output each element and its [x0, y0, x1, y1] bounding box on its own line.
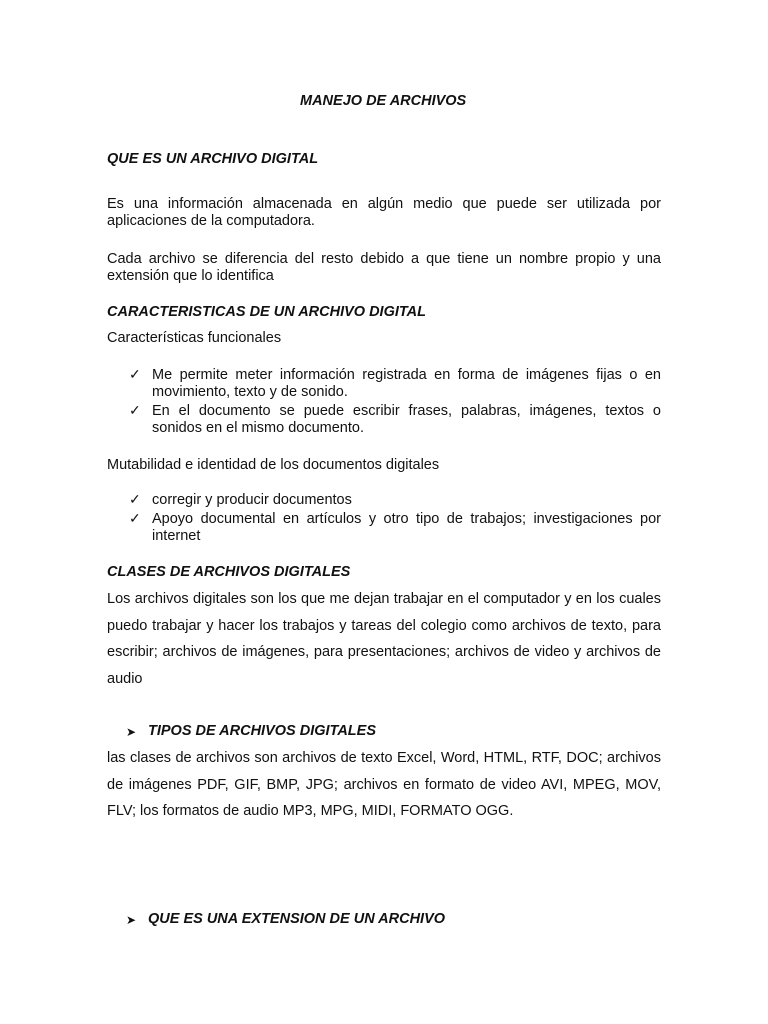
- page-title: MANEJO DE ARCHIVOS: [300, 93, 467, 109]
- list-item: Apoyo documental en artículos y otro tipo de trabajos; investigaciones por internet: [152, 511, 661, 544]
- arrowhead-icon: ➤: [126, 725, 137, 739]
- section-heading-que-es: QUE ES UN ARCHIVO DIGITAL: [107, 151, 319, 167]
- checkmark-icon: ✓: [129, 491, 141, 507]
- subheading-funcionales: Características funcionales: [107, 330, 282, 346]
- checkmark-icon: ✓: [129, 366, 141, 382]
- subheading-mutabilidad: Mutabilidad e identidad de los documentos digitales: [107, 457, 440, 473]
- list-item: corregir y producir documentos: [152, 492, 352, 508]
- paragraph-tipos: las clases de archivos son archivos de texto Excel, Word, HTML, RTF, DOC; archivos de imágenes PDF, GIF, BMP, JPG; archivos en formato de video AVI, MPEG, MOV, FLV; los formatos de audio MP3, MPG, MIDI, FORMATO OGG.: [107, 750, 661, 819]
- paragraph-clases: Los archivos digitales son los que me dejan trabajar en el computador y en los cuales puedo trabajar y hacer los trabajos y tareas del colegio como archivos de texto, para escribir; archivos de imágenes, para presentaciones; archivos de video y archivos de audio: [107, 591, 661, 687]
- list-item: Me permite meter información registrada en forma de imágenes fijas o en movimiento, texto y de sonido.: [152, 367, 661, 400]
- paragraph-extension: Cada archivo se diferencia del resto debido a que tiene un nombre propio y una extensión que lo identifica: [107, 251, 661, 284]
- section-heading-tipos: TIPOS DE ARCHIVOS DIGITALES: [148, 723, 376, 739]
- section-heading-clases: CLASES DE ARCHIVOS DIGITALES: [107, 564, 351, 580]
- checkmark-icon: ✓: [129, 402, 141, 418]
- section-heading-extension: QUE ES UNA EXTENSION DE UN ARCHIVO: [148, 911, 446, 927]
- arrowhead-icon: ➤: [126, 913, 137, 927]
- checkmark-icon: ✓: [129, 510, 141, 526]
- section-heading-caracteristicas: CARACTERISTICAS DE UN ARCHIVO DIGITAL: [107, 304, 426, 320]
- list-item: En el documento se puede escribir frases, palabras, imágenes, textos o sonidos en el mismo documento.: [152, 403, 661, 436]
- paragraph-definicion: Es una información almacenada en algún medio que puede ser utilizada por aplicaciones de la computadora.: [107, 196, 661, 229]
